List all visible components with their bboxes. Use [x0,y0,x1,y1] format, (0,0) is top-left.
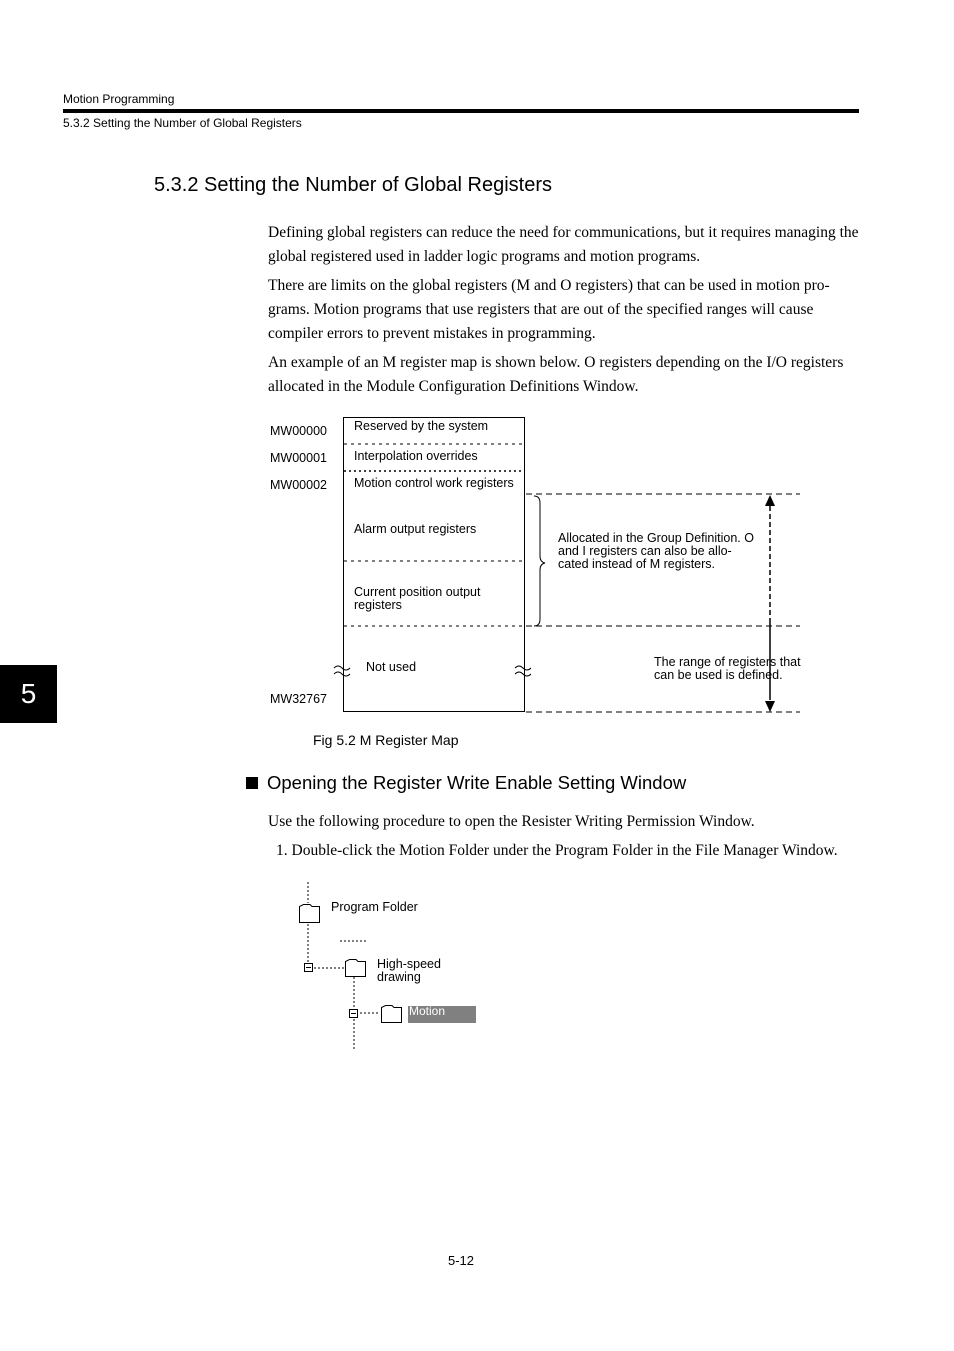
tree-item-program-folder[interactable]: Program Folder [331,900,418,914]
register-row-label: Alarm output registers [354,522,477,536]
folder-icon [300,905,320,923]
chapter-tab: 5 [0,665,57,723]
address-label: MW00001 [270,451,327,465]
subsection-heading-text: Opening the Register Write Enable Setting Window [267,772,687,793]
running-header-chapter: Motion Programming [63,92,175,106]
folder-icon [346,960,366,977]
running-header-section: 5.3.2 Setting the Number of Global Registers [63,116,302,130]
register-row-label: Reserved by the system [354,419,489,433]
address-label: MW00002 [270,478,327,492]
section-title: 5.3.2 Setting the Number of Global Registers [154,174,552,196]
range-note: The range of registers that can be used is defined. [654,655,801,682]
register-row-label: Motion control work registers [354,476,514,490]
address-label: MW00000 [270,424,327,438]
page-number: 5-12 [448,1253,475,1268]
procedure-intro: Use the following procedure to open the Resister Writing Permission Window. [268,813,755,830]
paragraph: An example of an M register map is shown below. O registers depending on the I/O registers allocated in the Module Configuration Definitions Window. [268,354,844,395]
address-label: MW32767 [270,692,327,706]
group-note: Allocated in the Group Definition. O and I registers can also be allo-cated instead of M registers. [558,531,754,571]
register-row-label: Interpolation overrides [354,449,478,463]
paragraph: Defining global registers can reduce the need for communications, but it requires managing the global registered used in ladder logic programs and motion programs. [268,224,859,265]
paragraph: There are limits on the global registers (M and O registers) that can be used in motion pro-grams. Motion programs that use registers that are out of the specified ranges will cause compiler errors to prevent mistakes in programming. [268,277,830,342]
folder-icon [382,1006,402,1023]
tree-item-high-speed-drawing[interactable]: High-speed drawing [377,957,441,984]
figure-caption: Fig 5.2 M Register Map [313,732,459,748]
tree-item-motion[interactable]: Motion [408,1006,476,1023]
step-item: 1. Double-click the Motion Folder under the Program Folder in the File Manager Window. [276,842,838,859]
register-row-label: Not used [366,660,417,674]
register-row-label: Current position output registers [354,585,481,612]
collapse-icon[interactable] [350,1010,358,1018]
collapse-icon[interactable] [305,964,313,972]
